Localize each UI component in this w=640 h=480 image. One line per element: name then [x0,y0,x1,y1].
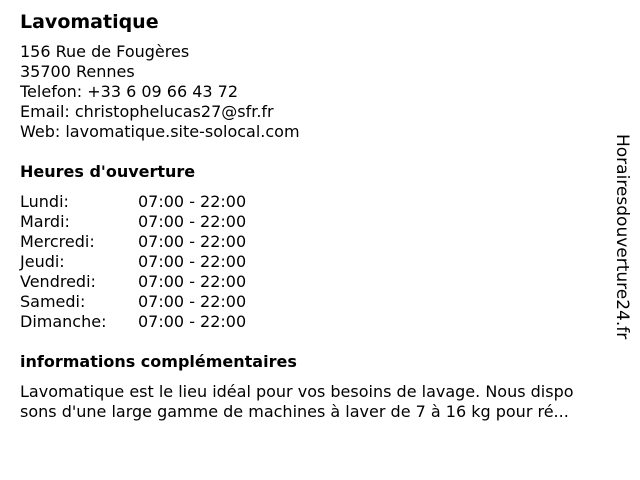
hours-row-friday [20,272,620,292]
hours-time: 07:00 - 22:00 [138,192,247,211]
hours-day: Samedi: [20,292,86,311]
hours-time: 07:00 - 22:00 [138,252,247,271]
additional-info-text-line: Lavomatique est le lieu idéal pour vos besoins de lavage. Nous dispo [20,382,574,401]
hours-row-tuesday [20,212,620,232]
hours-row-thursday [20,252,620,272]
additional-info-text [20,382,620,422]
opening-hours-title: Heures d'ouverture [20,162,196,181]
additional-info-text-line: sons d'une large gamme de machines à laver de 7 à 16 kg pour ré... [20,402,569,421]
hours-time: 07:00 - 22:00 [138,312,247,331]
hours-day: Lundi: [20,192,69,211]
hours-row-saturday [20,292,620,312]
hours-day: Jeudi: [20,252,65,271]
site-watermark: Horairesdouverture24.fr [612,134,632,340]
hours-row-wednesday [20,232,620,252]
business-name: Lavomatique [20,11,159,33]
hours-time: 07:00 - 22:00 [138,212,247,231]
address-line-city: 35700 Rennes [20,62,135,81]
web-text: Web: lavomatique.site-solocal.com [20,122,300,141]
hours-day: Mardi: [20,212,70,231]
address-line-street: 156 Rue de Fougères [20,42,190,61]
additional-info-title: informations complémentaires [20,352,297,371]
hours-row-monday [20,192,620,212]
hours-day: Vendredi: [20,272,96,291]
hours-day: Mercredi: [20,232,95,251]
hours-time: 07:00 - 22:00 [138,292,247,311]
hours-time: 07:00 - 22:00 [138,232,247,251]
business-card [20,10,620,422]
hours-time: 07:00 - 22:00 [138,272,247,291]
hours-day: Dimanche: [20,312,107,331]
phone-text: Telefon: +33 6 09 66 43 72 [20,82,239,101]
email-text: Email: christophelucas27@sfr.fr [20,102,274,121]
hours-row-sunday [20,312,620,332]
